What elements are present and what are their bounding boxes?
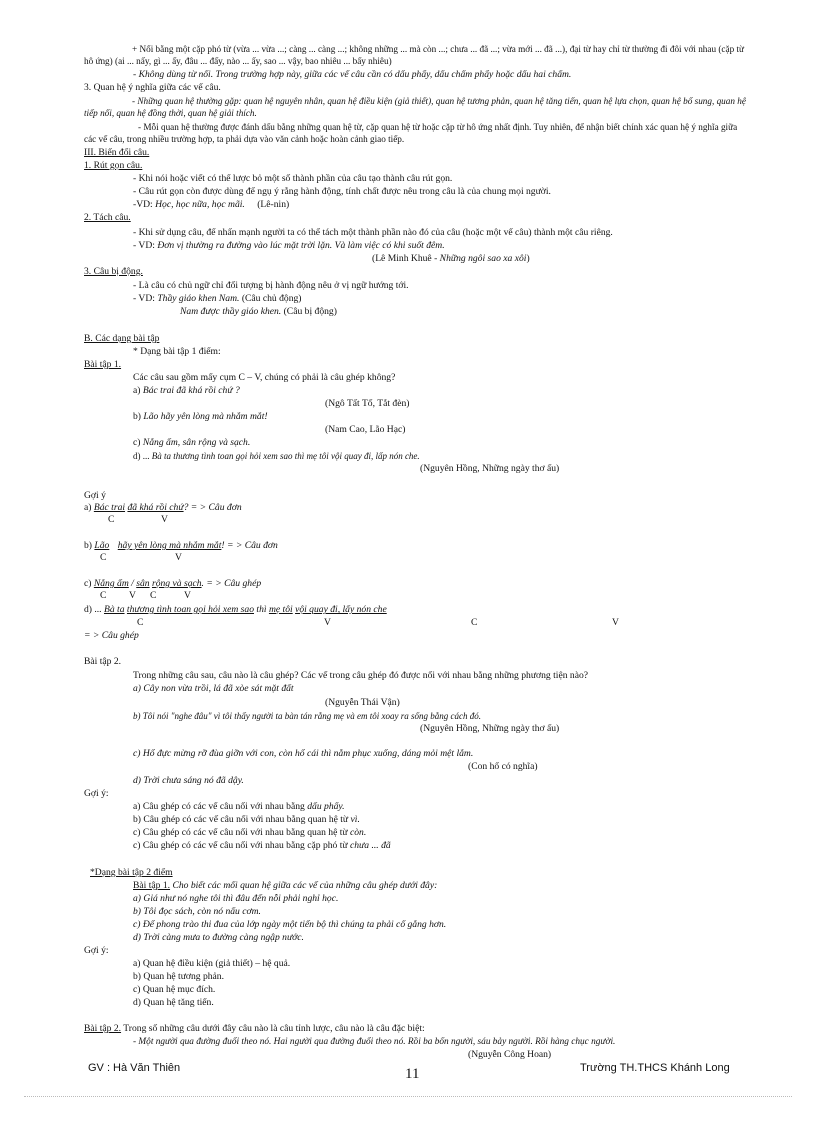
label-v: V <box>129 590 136 601</box>
answer-line: c) Quan hệ mục đích. <box>133 984 216 995</box>
phrase: - Những quan hệ thường gặp: quan hệ nguyên nhân, quan hệ điều kiện (giả thiết), quan hệ tương phản, quan hệ tăng tiến, quan hệ lựa chọn, quan hệ bổ sung, quan hệ tiếp nối, quan hệ đồng thời, quan hệ giải thích. <box>84 96 746 118</box>
example-line: b) Tôi nói "nghe đâu" vì tôi thấy người ta bàn tán rằng mẹ và em tôi xoay ra sống bằng cách đó. <box>133 711 481 721</box>
subject: Bác trai <box>93 502 126 513</box>
text-line: - Khi nói hoặc viết có thể lược bỏ một số thành phần của câu tạo thành câu rút gọn. <box>133 173 453 184</box>
label-v: V <box>612 617 619 628</box>
text-line: * Dạng bài tập 1 điểm: <box>133 346 221 357</box>
prefix: d) ... <box>133 451 152 461</box>
source: (Lê Minh Khuê - <box>372 253 440 264</box>
label-c: C <box>137 617 144 628</box>
example-text: Thầy giáo khen Nam. <box>157 293 240 304</box>
example-line <box>133 450 420 462</box>
subject: Bà ta <box>103 604 125 615</box>
example-line: d) Trời chưa sáng nó đã dậy. <box>133 775 244 786</box>
label-c: C <box>100 552 107 563</box>
example-line: a) Cây non vừa trồi, lá đã xòe sát mặt đất <box>133 683 294 694</box>
phrase: + Nối bằng một cặp phó từ (vừa ... vừa ...; càng ... càng ...; không những ... mà còn ...; chưa ... đã ...; vừa mới ... đã ...), đại từ hay chỉ từ thường đi đôi với nhau (cặp từ hô ứng) (ai ... nấy, gì ... ấy, đâu ... đấy, nào ... ấy, sao ... vậy, bao nhiêu ... bấy nhiêu) <box>84 44 745 66</box>
subject: Nắng ấm <box>93 578 129 589</box>
example-line <box>180 306 337 318</box>
source-line: (Nguyên Hồng, Những ngày thơ ấu) <box>420 723 560 734</box>
connector: thì <box>254 604 269 615</box>
example-line: c) Hổ đực mừng rỡ đùa giỡn với con, còn hổ cái thì nằm phục xuống, dáng mỏi mệt lắm. <box>133 748 474 759</box>
prefix: c) <box>133 437 143 448</box>
phrase: c) Câu ghép có các vế câu nối với nhau bằng cặp phó từ <box>133 840 350 851</box>
phrase: Trong số những câu dưới đây câu nào là câu tỉnh lược, câu nào là câu đặc biệt: <box>121 1023 425 1034</box>
footer-school: Trường TH.THCS Khánh Long <box>580 1062 730 1074</box>
footer-teacher: GV : Hà Văn Thiên <box>88 1062 181 1074</box>
example-line: a) Giá như nó nghe tôi thì đâu đến nỗi phải nghỉ học. <box>133 893 339 904</box>
example-line <box>133 199 289 211</box>
source-line: (Ngô Tất Tố, Tắt đèn) <box>325 398 410 409</box>
example-line <box>133 411 268 423</box>
emphasis: vì. <box>350 814 360 825</box>
prefix: a) <box>133 385 143 396</box>
emphasis: còn. <box>350 827 367 838</box>
prefix: - VD: <box>133 240 158 251</box>
emphasis: chưa ... đã <box>350 840 391 851</box>
label-c: C <box>108 514 115 525</box>
note: (Câu chủ động) <box>239 293 302 304</box>
predicate: hãy yên lòng mà nhắm mắt <box>117 540 222 551</box>
source-line: (Nam Cao, Lão Hạc) <box>325 424 406 435</box>
prefix: c) <box>84 578 94 589</box>
answer-line <box>84 540 278 552</box>
text-line <box>84 95 750 119</box>
prefix: b) <box>133 411 144 422</box>
label-v: V <box>324 617 331 628</box>
label-v: V <box>175 552 182 563</box>
section-heading: III. Biến đổi câu. <box>84 147 150 158</box>
exercise-heading: Bài tập 2. <box>84 656 122 667</box>
example-line: - Một người qua đường đuổi theo nó. Hai người qua đường đuổi theo nó. Rồi ba bốn người, sáu bảy người. Rồi hàng chục người. <box>133 1037 616 1047</box>
example-line <box>133 293 302 305</box>
label-c: C <box>100 590 107 601</box>
source-line: (Con hổ có nghĩa) <box>468 761 538 772</box>
phrase: b) Câu ghép có các vế câu nối với nhau bằng quan hệ từ <box>133 814 351 825</box>
exercise-line <box>133 880 437 892</box>
example-text: Nắng ấm, sân rộng và sạch. <box>142 437 251 448</box>
example-text: Nam được thầy giáo khen. <box>180 306 282 317</box>
source: (Lê-nin) <box>257 199 290 210</box>
text-line <box>84 121 750 145</box>
phrase: - Mỗi quan hệ thường được đánh dấu bằng những quan hệ từ, cặp quan hệ từ hoặc cặp từ hô ứng nhất định. Tuy nhiên, để nhận biết chính xác quan hệ ý nghĩa giữa các vế câu, trong nhiều trường hợp, ta phải dựa vào văn cảnh hoặc hoàn cảnh giao tiếp. <box>84 122 738 144</box>
phrase: Cho biết các mối quan hệ giữa các vế của những câu ghép dưới đây: <box>170 880 438 891</box>
text-line: - Câu rút gọn còn được dùng để ngụ ý rằng hành động, tính chất được nêu trong câu là của chung mọi người. <box>133 186 551 197</box>
prefix: a) <box>84 502 94 513</box>
text-line: Các câu sau gồm mấy cụm C – V, chúng có phải là câu ghép không? <box>133 372 396 383</box>
subject: sân <box>136 578 150 589</box>
source: ) <box>526 253 530 264</box>
example-text: Bà ta thương tình toan gọi hỏi xem sao thì mẹ tôi vội quay đi, lấp nón che. <box>151 451 420 461</box>
example-text: Bác trai đã khá rồi chứ ? <box>142 385 240 396</box>
section-heading: 1. Rút gọn câu. <box>84 160 143 171</box>
example-line <box>133 240 445 252</box>
example-line <box>133 385 240 397</box>
text-line: - Không dùng từ nối. Trong trường hợp này, giữa các vế câu cần có dấu phẩy, dấu chấm phẩy hoặc dấu hai chấm. <box>133 69 572 80</box>
result: . = > Câu ghép <box>201 578 262 589</box>
exercise-heading: Bài tập 2. <box>84 1023 122 1034</box>
answer-line <box>84 502 242 514</box>
prefix: d) ... <box>84 604 104 615</box>
result: ! = > Câu đơn <box>221 540 278 551</box>
text-line: - Là câu có chủ ngữ chỉ đối tượng bị hành động nêu ở vị ngữ hướng tới. <box>133 280 409 291</box>
example-line: d) Trời càng mưa to đường càng ngập nước. <box>133 932 304 943</box>
answer-line <box>84 578 261 590</box>
predicate: rộng và sạch <box>151 578 202 589</box>
section-heading: *Dạng bài tập 2 điểm <box>90 867 173 878</box>
predicate: đã khá rồi chứ <box>127 502 184 513</box>
hint-heading: Gợi ý: <box>84 945 109 956</box>
source-line: (Nguyên Hồng, Những ngày thơ ấu) <box>420 463 560 474</box>
example-text: Học, học nữa, học mãi. <box>155 199 245 210</box>
separator: / <box>128 578 137 589</box>
subject: mẹ tôi <box>268 604 293 615</box>
result-line: = > Câu ghép <box>84 630 139 641</box>
answer-line <box>84 604 387 616</box>
predicate: vội quay đi, lấy nón che <box>295 604 387 615</box>
answer-line: b) Quan hệ tương phản. <box>133 971 225 982</box>
page-divider <box>24 1096 792 1097</box>
answer-line: d) Quan hệ tăng tiến. <box>133 997 214 1008</box>
example-text: Đơn vị thường ra đường vào lúc mặt trời lặn. Và làm việc có khi suốt đêm. <box>157 240 445 251</box>
page-number: 11 <box>405 1066 420 1082</box>
section-heading: 3. Câu bị động. <box>84 266 143 277</box>
source-line: (Nguyễn Thái Vận) <box>325 697 400 708</box>
predicate: thương tình toan gọi hỏi xem sao <box>126 604 254 615</box>
exercise-line <box>84 1023 425 1035</box>
label-v: V <box>161 514 168 525</box>
text-line: - Khi sử dụng câu, để nhấn mạnh người ta có thể tách một thành phần nào đó của câu (hoặc một vế câu) thành một câu riêng. <box>133 227 613 238</box>
example-line <box>133 437 250 449</box>
label-c: C <box>471 617 478 628</box>
label-c: C <box>150 590 157 601</box>
section-heading: 3. Quan hệ ý nghĩa giữa các vế câu. <box>84 82 221 93</box>
phrase: c) Câu ghép có các vế câu nối với nhau bằng quan hệ từ <box>133 827 350 838</box>
answer-line <box>133 827 366 839</box>
section-heading: 2. Tách câu. <box>84 212 131 223</box>
section-heading: B. Các dạng bài tập <box>84 333 160 344</box>
result: ? = > Câu đơn <box>183 502 242 513</box>
source-line <box>372 253 530 265</box>
prefix: -VD: <box>133 199 156 210</box>
note: (Câu bị động) <box>281 306 337 317</box>
phrase: a) Câu ghép có các vế câu nối với nhau bằng <box>133 801 308 812</box>
prefix: b) <box>84 540 95 551</box>
answer-line <box>133 814 360 826</box>
answer-line <box>133 801 345 813</box>
exercise-heading: Bài tập 1. <box>133 880 171 891</box>
label-v: V <box>184 590 191 601</box>
text-line: Trong những câu sau, câu nào là câu ghép? Các vế trong câu ghép đó được nối với nhau bằng những phương tiện nào? <box>133 670 589 681</box>
exercise-heading: Bài tập 1. <box>84 359 122 370</box>
emphasis: dấu phẩy. <box>307 801 345 812</box>
answer-line <box>133 840 391 852</box>
text-line <box>84 43 750 67</box>
source-line: (Nguyễn Công Hoan) <box>468 1049 552 1060</box>
answer-line: a) Quan hệ điều kiện (giả thiết) – hệ quả. <box>133 958 291 969</box>
prefix: - VD: <box>133 293 158 304</box>
example-line: b) Tôi đọc sách, còn nó nấu cơm. <box>133 906 261 917</box>
hint-heading: Gợi ý: <box>84 788 109 799</box>
source-title: Những ngôi sao xa xôi <box>439 253 527 264</box>
hint-heading: Gợi ý <box>84 490 106 501</box>
example-text: Lão hãy yên lòng mà nhắm mắt! <box>143 411 268 422</box>
subject: Lão <box>94 540 110 551</box>
example-line: c) Để phong trào thi đua của lớp ngày một tiến bộ thì chúng ta phải cố gắng hơn. <box>133 919 447 930</box>
